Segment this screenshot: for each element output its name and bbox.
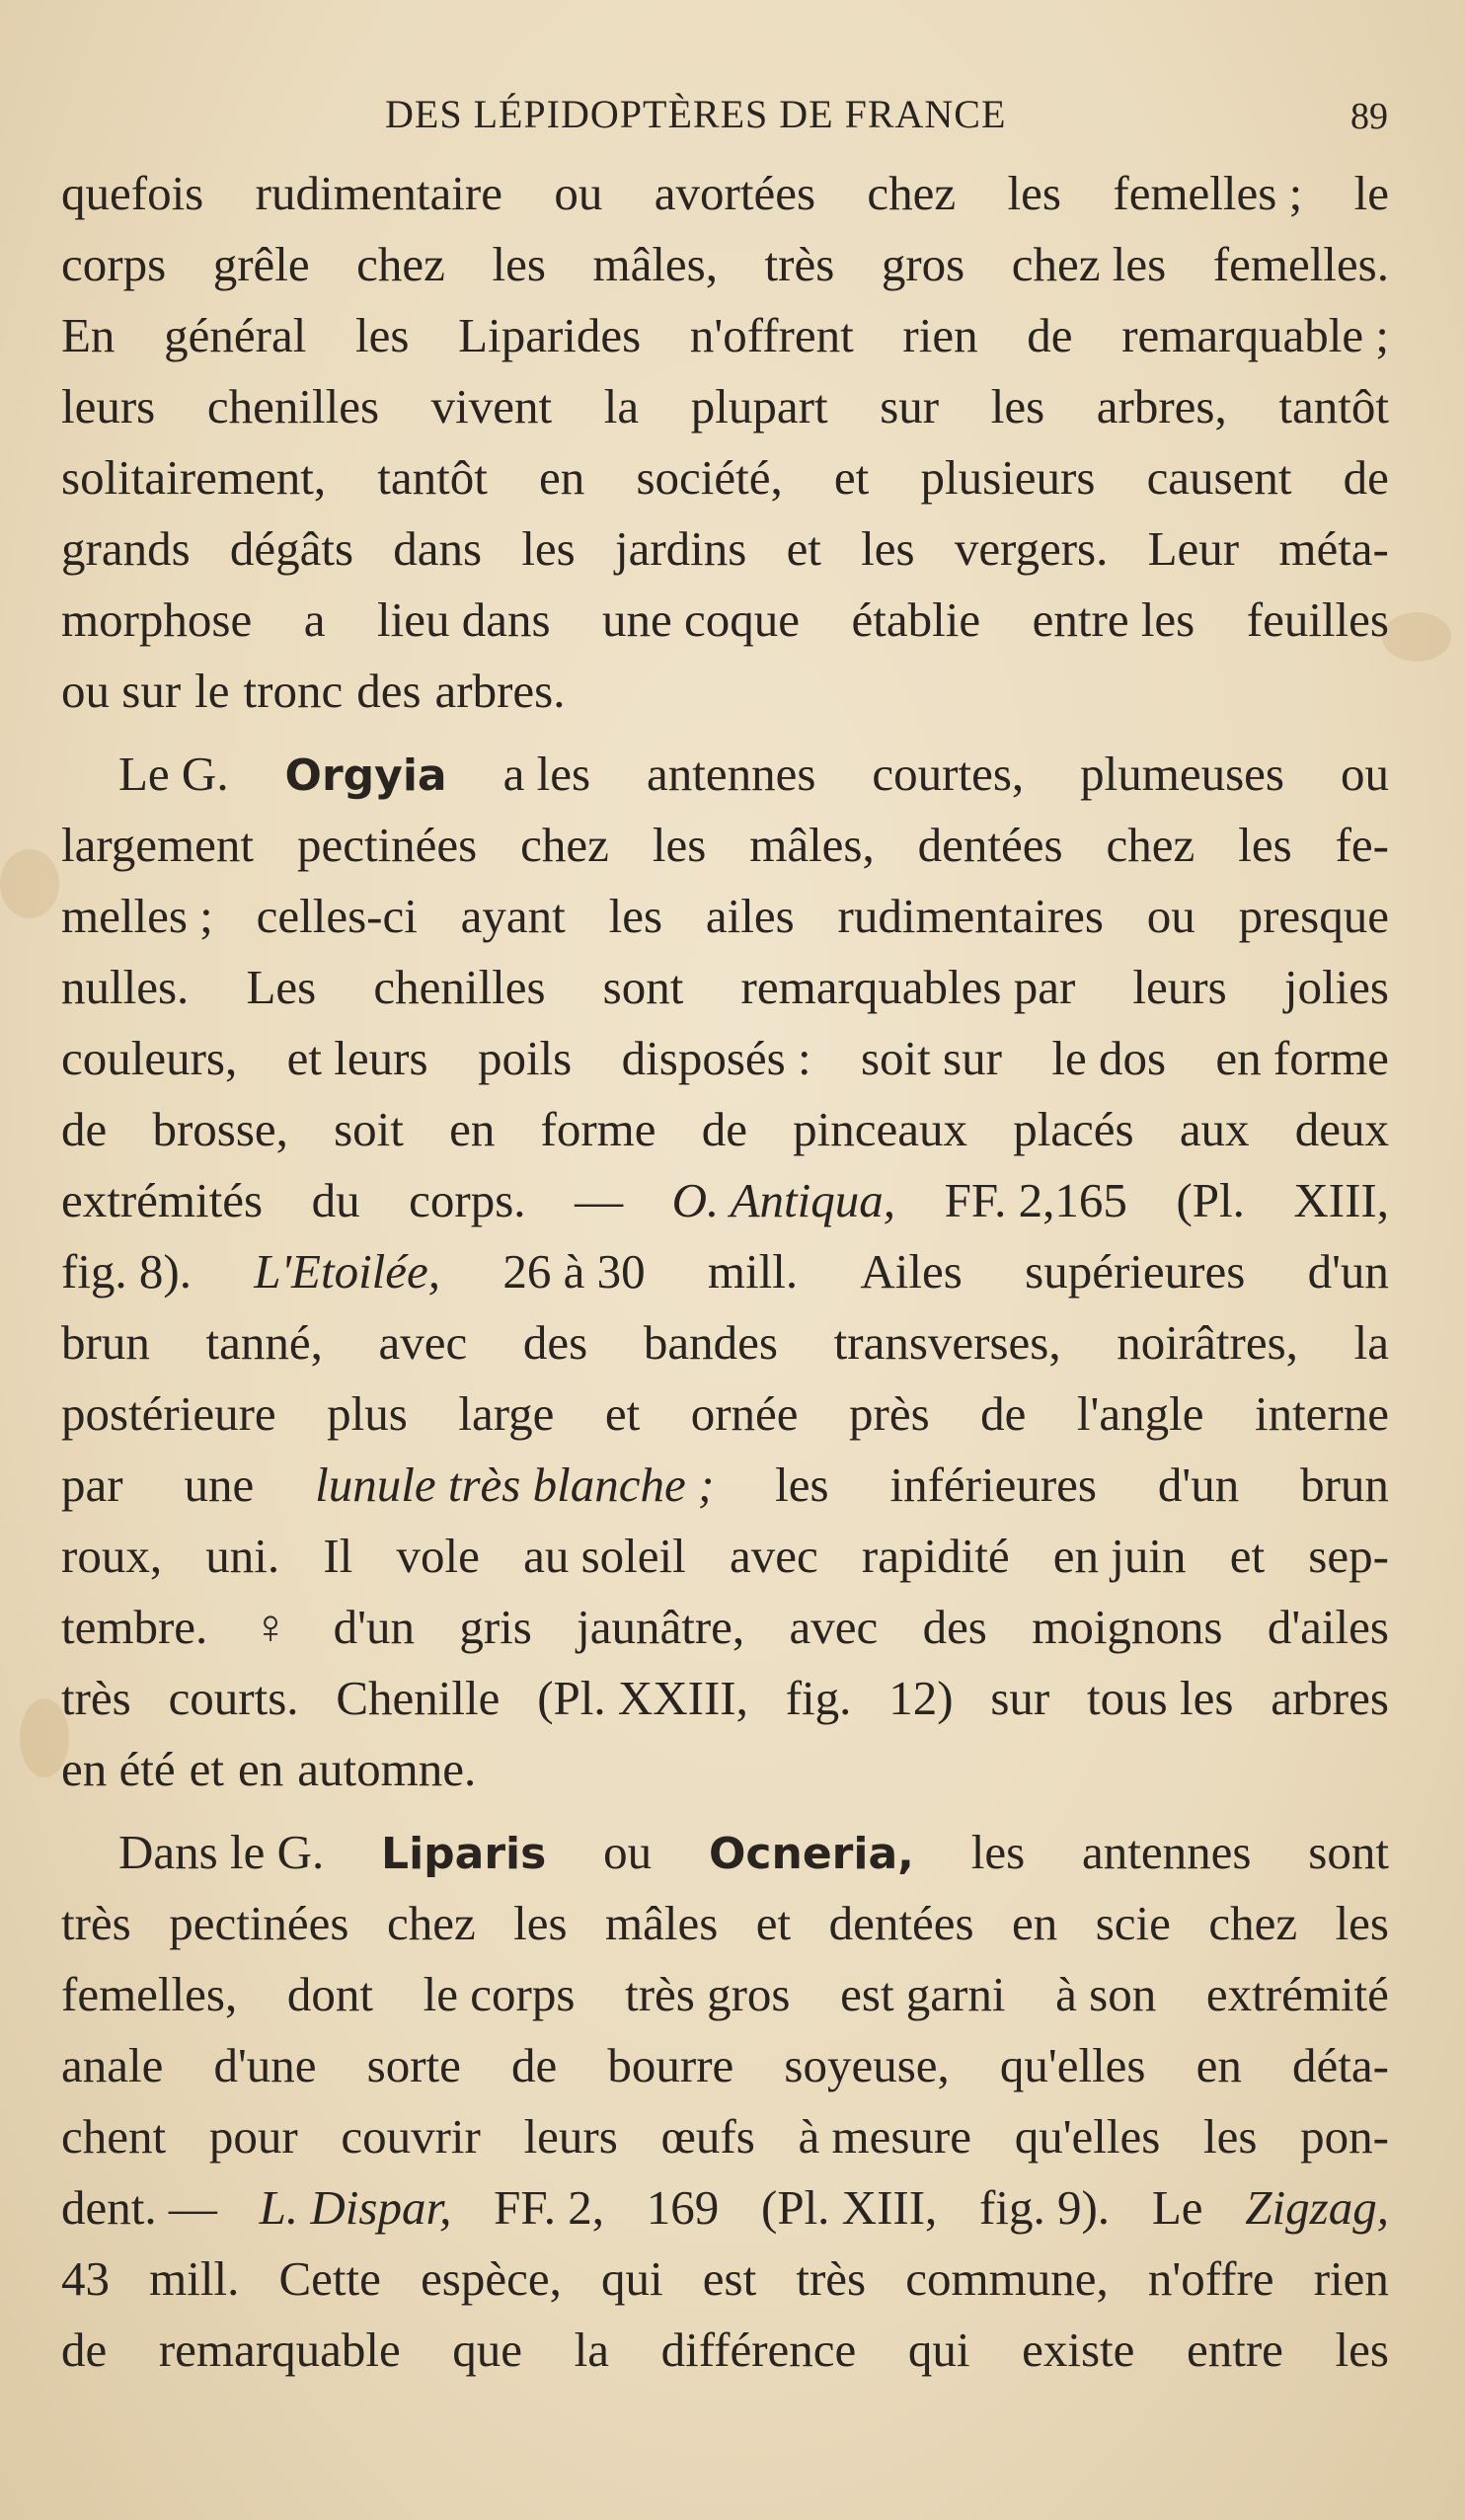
word: existe xyxy=(1022,2323,1135,2377)
word: presque xyxy=(1238,889,1389,943)
text-line xyxy=(61,158,1389,229)
text-line xyxy=(61,1663,1389,1734)
word: de xyxy=(1343,450,1389,505)
word: celles-ci xyxy=(256,889,418,943)
word: femelles ; xyxy=(1113,166,1303,220)
word: arbres, xyxy=(1096,379,1227,433)
word: général xyxy=(164,308,307,362)
word: FF. 2,165 xyxy=(944,1173,1127,1227)
word: rien xyxy=(1313,2251,1389,2306)
genus-name: Ocneria, xyxy=(709,1829,914,1879)
word: de xyxy=(511,2038,558,2092)
word: placés xyxy=(1013,1102,1134,1156)
text-line xyxy=(61,300,1389,371)
word: chez xyxy=(867,166,957,220)
word: couleurs, xyxy=(61,1031,238,1085)
word: gros xyxy=(881,237,965,291)
text-line xyxy=(61,2101,1389,2172)
paragraph-gap xyxy=(61,727,1389,739)
species-name: O. Antiqua, xyxy=(671,1173,896,1227)
word: jaunâtre, xyxy=(577,1600,745,1654)
word: grands xyxy=(61,521,191,576)
word: du xyxy=(311,1173,360,1227)
word: société, xyxy=(636,450,783,505)
word: chent xyxy=(61,2109,167,2164)
word: les xyxy=(1335,2323,1389,2377)
text-line xyxy=(61,585,1389,656)
word: les xyxy=(1335,1896,1389,1950)
word: les xyxy=(775,1457,829,1512)
word: le dos xyxy=(1051,1031,1167,1085)
text-line xyxy=(61,2244,1389,2315)
word: une xyxy=(184,1457,255,1512)
word: pectinées xyxy=(296,818,478,872)
word: très gros xyxy=(625,1967,791,2021)
word: ou sur xyxy=(61,664,182,718)
word: Leur xyxy=(1147,521,1240,576)
text-line xyxy=(61,952,1389,1023)
word: avec xyxy=(378,1315,468,1370)
word: tous les xyxy=(1087,1671,1234,1725)
word: espèce, xyxy=(421,2251,562,2306)
word: à son xyxy=(1055,1967,1157,2021)
word: ♀ xyxy=(252,1600,289,1654)
word: rapidité xyxy=(861,1529,1010,1583)
text-line xyxy=(61,513,1389,585)
word: bandes xyxy=(643,1315,778,1370)
page-number: 89 xyxy=(1350,96,1388,137)
word: sont xyxy=(602,960,684,1014)
word: et xyxy=(189,1742,224,1796)
word: les xyxy=(492,237,546,291)
word: tembre. xyxy=(61,1600,208,1654)
word: en xyxy=(1195,2038,1242,2092)
word: FF. 2, xyxy=(494,2180,604,2235)
word: vivent xyxy=(430,379,553,433)
word: plusieurs xyxy=(920,450,1096,505)
word: rien xyxy=(902,308,978,362)
word: pectinées xyxy=(169,1896,349,1950)
word: tantôt xyxy=(377,450,488,505)
word: une coque xyxy=(602,592,801,647)
word: chez xyxy=(356,237,445,291)
word: Le G. xyxy=(118,747,229,801)
text-line xyxy=(61,2172,1389,2244)
page-header xyxy=(0,91,1465,150)
word: gris xyxy=(459,1600,532,1654)
word: Il xyxy=(323,1529,353,1583)
text-line xyxy=(61,1236,1389,1307)
word: de xyxy=(61,2323,108,2377)
word: pon- xyxy=(1300,2109,1389,2164)
word: très xyxy=(764,237,835,291)
text-line xyxy=(61,881,1389,952)
word: et xyxy=(1229,1529,1266,1583)
word: les xyxy=(355,308,410,362)
word: remarquables par xyxy=(740,960,1076,1014)
text-line xyxy=(61,1094,1389,1165)
paper-stain xyxy=(0,849,59,918)
word: Liparides xyxy=(458,308,642,362)
word: chez les xyxy=(1011,237,1167,291)
word: soit sur xyxy=(860,1031,1002,1085)
species-name: Zigzag, xyxy=(1245,2180,1389,2235)
word: chez xyxy=(1106,818,1195,872)
text-line xyxy=(61,371,1389,442)
word: commune, xyxy=(905,2251,1109,2306)
word: poils xyxy=(477,1031,573,1085)
word: les xyxy=(608,889,663,943)
word: (Pl. xyxy=(1176,1173,1245,1227)
species-name: L'Etoilée, xyxy=(254,1244,441,1299)
paper-stain xyxy=(1382,612,1451,662)
text-line xyxy=(61,1307,1389,1378)
word: soyeuse, xyxy=(784,2038,950,2092)
word: le corps xyxy=(423,1967,576,2021)
word: 12) xyxy=(888,1671,954,1725)
word: moignons xyxy=(1032,1600,1223,1654)
word: fe- xyxy=(1335,818,1389,872)
word: tronc xyxy=(243,664,344,718)
word: ornée xyxy=(690,1386,799,1441)
word: avec xyxy=(729,1529,818,1583)
word: de xyxy=(1027,308,1073,362)
word: sep- xyxy=(1308,1529,1389,1583)
word: très xyxy=(61,1671,131,1725)
word: chez xyxy=(386,1896,476,1950)
word: feuilles xyxy=(1246,592,1389,647)
text-line xyxy=(61,2315,1389,2386)
word: d'ailes xyxy=(1267,1600,1389,1654)
word: Ailes xyxy=(860,1244,963,1299)
word: avortées xyxy=(654,166,816,220)
word: leurs xyxy=(523,2109,618,2164)
word: couvrir xyxy=(341,2109,481,2164)
word: n'offrent xyxy=(689,308,854,362)
word: et xyxy=(604,1386,641,1441)
word: les xyxy=(861,521,915,576)
word: Cette xyxy=(278,2251,381,2306)
word: très xyxy=(796,2251,867,2306)
word: soit xyxy=(334,1102,404,1156)
word: deux xyxy=(1294,1102,1389,1156)
word: plupart xyxy=(690,379,828,433)
word: ailes xyxy=(705,889,795,943)
word: différence xyxy=(660,2323,857,2377)
body-text xyxy=(61,158,1389,2386)
word: anale xyxy=(61,2038,164,2092)
text-line xyxy=(61,1450,1389,1521)
word: mâles, xyxy=(592,237,718,291)
word: postérieure xyxy=(61,1386,276,1441)
word: mâles, xyxy=(749,818,875,872)
text-line xyxy=(61,1521,1389,1592)
genus-name: Liparis xyxy=(381,1829,547,1879)
word: leurs xyxy=(1132,960,1227,1014)
word: le xyxy=(194,664,230,718)
word: fig. 9). xyxy=(979,2180,1111,2235)
word: corps. xyxy=(409,1173,526,1227)
word: brun xyxy=(61,1315,150,1370)
word: supérieures xyxy=(1025,1244,1246,1299)
word: le xyxy=(1353,166,1389,220)
word: en xyxy=(1012,1896,1058,1950)
word: remarquable xyxy=(158,2323,401,2377)
word: les xyxy=(1238,818,1292,872)
word: leurs xyxy=(61,379,156,433)
text-line xyxy=(61,1817,1389,1888)
word: très xyxy=(61,1896,131,1950)
word: rudimentaire xyxy=(255,166,502,220)
word: a xyxy=(303,592,326,647)
species-name: lunule très blanche ; xyxy=(315,1457,715,1512)
word: remarquable ; xyxy=(1121,308,1389,362)
word: tanné, xyxy=(205,1315,323,1370)
text-line xyxy=(61,1959,1389,2030)
word: les xyxy=(652,818,707,872)
text-line xyxy=(61,1888,1389,1959)
word: interne xyxy=(1254,1386,1389,1441)
word: en xyxy=(237,1742,284,1796)
word: femelles. xyxy=(1212,237,1389,291)
word: chez xyxy=(520,818,609,872)
word: sur xyxy=(990,1671,1050,1725)
word: et xyxy=(786,521,821,576)
word: est xyxy=(702,2251,757,2306)
word: n'offre xyxy=(1147,2251,1274,2306)
word: dentées xyxy=(828,1896,974,1950)
word: sorte xyxy=(366,2038,461,2092)
word: ou xyxy=(603,1825,653,1879)
word: ou xyxy=(1146,889,1195,943)
word: chez xyxy=(1208,1896,1298,1950)
word: morphose xyxy=(61,592,253,647)
word: ou xyxy=(554,166,603,220)
text-line xyxy=(61,810,1389,881)
text-line xyxy=(61,2030,1389,2101)
word: dégâts xyxy=(229,521,354,576)
word: forme xyxy=(540,1102,656,1156)
word: large xyxy=(458,1386,555,1441)
text-line xyxy=(61,1734,1389,1805)
word: fig. xyxy=(785,1671,852,1725)
word: en forme xyxy=(1215,1031,1389,1085)
word: plus xyxy=(327,1386,408,1441)
word: chenilles xyxy=(206,379,380,433)
word: corps xyxy=(61,237,167,291)
word: rudimentaires xyxy=(837,889,1104,943)
paragraph-gap xyxy=(61,1805,1389,1817)
word: chenilles xyxy=(373,960,546,1014)
word: melles ; xyxy=(61,889,213,943)
word: causent xyxy=(1146,450,1292,505)
word: œufs xyxy=(660,2109,755,2164)
word: (Pl. XXIII, xyxy=(537,1671,748,1725)
word: qu'elles xyxy=(1014,2109,1161,2164)
word: est garni xyxy=(840,1967,1006,2021)
word: ayant xyxy=(460,889,566,943)
word: plumeuses xyxy=(1080,747,1284,801)
word: et leurs xyxy=(286,1031,428,1085)
word: tantôt xyxy=(1278,379,1389,433)
word: arbres. xyxy=(434,664,566,718)
word: vole xyxy=(396,1529,480,1583)
word: antennes xyxy=(646,747,816,801)
word: de xyxy=(701,1102,747,1156)
word: quefois xyxy=(61,166,204,220)
word: Dans le G. xyxy=(118,1825,325,1879)
word: les xyxy=(990,379,1045,433)
text-line xyxy=(61,442,1389,513)
word: scie xyxy=(1095,1896,1171,1950)
word: la xyxy=(603,379,640,433)
word: roux, xyxy=(61,1529,163,1583)
word: (Pl. XIII, xyxy=(761,2180,938,2235)
word: aux xyxy=(1179,1102,1250,1156)
text-line xyxy=(61,1378,1389,1450)
word: fig. 8). xyxy=(61,1244,192,1299)
word: lieu dans xyxy=(377,592,551,647)
word: dans xyxy=(393,521,483,576)
word: automne. xyxy=(297,1742,477,1796)
species-name: L. Dispar, xyxy=(259,2180,452,2235)
word: Les xyxy=(246,960,317,1014)
word: arbres xyxy=(1271,1671,1389,1725)
text-line xyxy=(61,656,1389,727)
word: au soleil xyxy=(523,1529,686,1583)
word: près xyxy=(849,1386,930,1441)
word: déta- xyxy=(1291,2038,1389,2092)
word: des xyxy=(922,1600,987,1654)
word: solitairement, xyxy=(61,450,327,505)
word: qui xyxy=(907,2323,970,2377)
word: établie xyxy=(851,592,981,647)
word: Chenille xyxy=(336,1671,501,1725)
word: avec xyxy=(789,1600,879,1654)
word: transverses, xyxy=(833,1315,1061,1370)
word: sur xyxy=(880,379,940,433)
word: 169 xyxy=(646,2180,720,2235)
word: a les xyxy=(502,747,591,801)
text-line xyxy=(61,1165,1389,1236)
word: entre xyxy=(1187,2323,1283,2377)
word: de xyxy=(61,1102,108,1156)
word: En xyxy=(61,308,116,362)
word: extrémités xyxy=(61,1173,264,1227)
word: les xyxy=(521,521,576,576)
word: dont xyxy=(286,1967,374,2021)
word: par xyxy=(61,1457,123,1512)
word: les xyxy=(1203,2109,1258,2164)
word: bourre xyxy=(607,2038,734,2092)
running-title: DES LÉPIDOPTÈRES DE FRANCE xyxy=(385,92,1007,136)
word: pinceaux xyxy=(793,1102,967,1156)
word: grêle xyxy=(212,237,310,291)
word: qui xyxy=(601,2251,663,2306)
word: courts. xyxy=(168,1671,299,1725)
word: et xyxy=(755,1896,792,1950)
word: inférieures xyxy=(889,1457,1097,1512)
word: la xyxy=(1353,1315,1389,1370)
word: qu'elles xyxy=(999,2038,1146,2092)
word: vergers. xyxy=(954,521,1109,576)
word: dent. — xyxy=(61,2180,217,2235)
word: que xyxy=(452,2323,523,2377)
word: des xyxy=(522,1315,588,1370)
word: courtes, xyxy=(872,747,1025,801)
word: antennes xyxy=(1081,1825,1252,1879)
word: extrémité xyxy=(1205,1967,1389,2021)
word: en xyxy=(539,450,585,505)
word: mill. xyxy=(149,2251,240,2306)
word: les xyxy=(970,1825,1026,1879)
word: brosse, xyxy=(152,1102,288,1156)
word: de xyxy=(980,1386,1027,1441)
word: à mesure xyxy=(798,2109,971,2164)
word: disposés : xyxy=(621,1031,811,1085)
word: XIII, xyxy=(1293,1173,1389,1227)
word: 43 xyxy=(61,2251,110,2306)
word: uni. xyxy=(205,1529,280,1583)
text-line xyxy=(61,1023,1389,1094)
word: jolies xyxy=(1283,960,1389,1014)
word: pour xyxy=(208,2109,298,2164)
word: d'un xyxy=(333,1600,416,1654)
word: entre les xyxy=(1032,592,1195,647)
word: et xyxy=(833,450,870,505)
word: méta- xyxy=(1278,521,1389,576)
word: Le xyxy=(1151,2180,1203,2235)
word: jardins xyxy=(614,521,747,576)
text-line xyxy=(61,1592,1389,1663)
word: dentées xyxy=(917,818,1063,872)
word: ou xyxy=(1340,747,1389,801)
word: en été xyxy=(61,1742,176,1796)
word: largement xyxy=(61,818,255,872)
word: les xyxy=(1007,166,1061,220)
word: d'une xyxy=(213,2038,317,2092)
word: femelles, xyxy=(61,1967,238,2021)
word: brun xyxy=(1300,1457,1389,1512)
text-line xyxy=(61,739,1389,810)
word: — xyxy=(575,1173,624,1227)
word: mill. xyxy=(707,1244,799,1299)
word: 26 à 30 xyxy=(502,1244,646,1299)
word: d'un xyxy=(1157,1457,1240,1512)
word: en xyxy=(449,1102,496,1156)
word: noirâtres, xyxy=(1117,1315,1298,1370)
text-line xyxy=(61,229,1389,300)
word: les xyxy=(513,1896,568,1950)
genus-name: Orgyia xyxy=(284,750,447,801)
word: mâles xyxy=(605,1896,719,1950)
word: d'un xyxy=(1307,1244,1389,1299)
word: en juin xyxy=(1052,1529,1187,1583)
word: l'angle xyxy=(1076,1386,1204,1441)
word: la xyxy=(574,2323,610,2377)
word: sont xyxy=(1308,1825,1389,1879)
word: des xyxy=(356,664,422,718)
word: nulles. xyxy=(61,960,190,1014)
